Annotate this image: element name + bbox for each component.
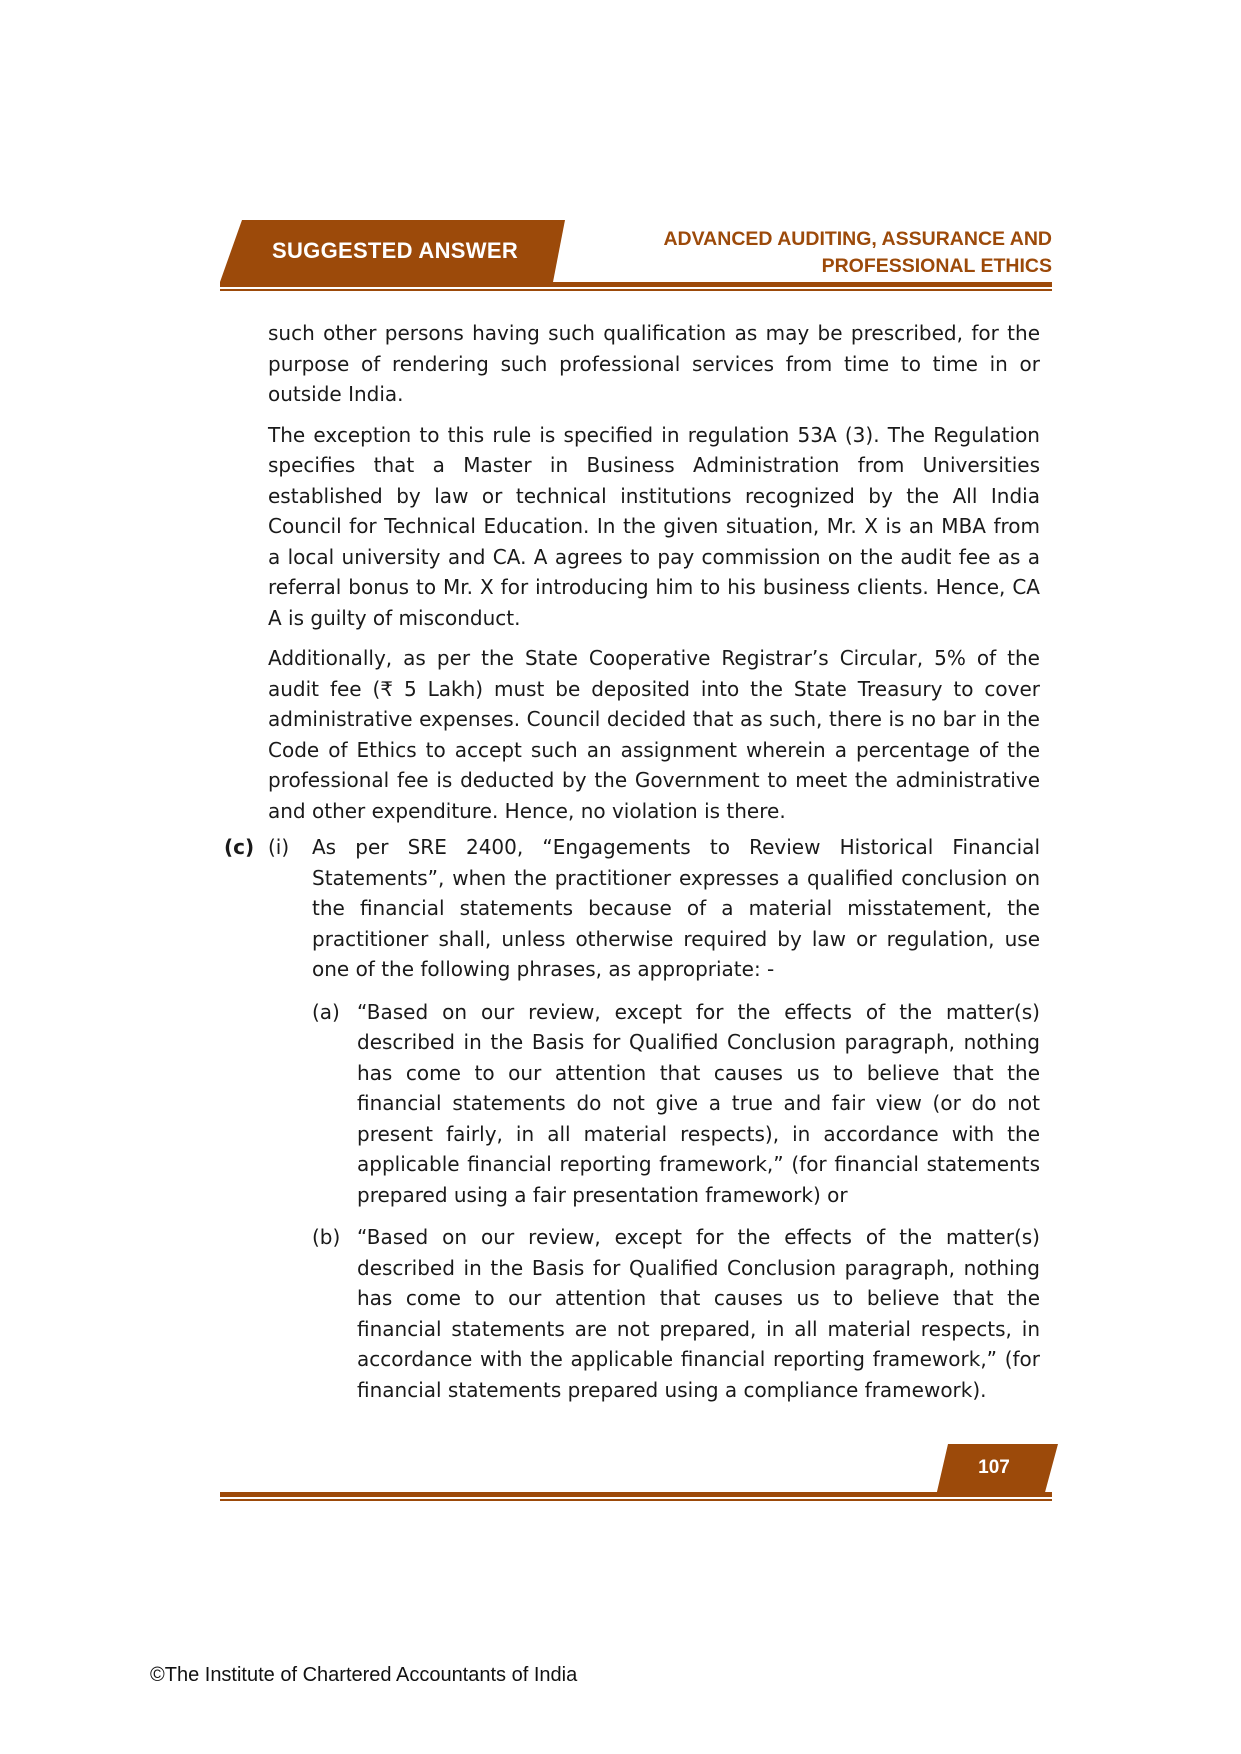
subitem-a: [312, 997, 1040, 1211]
subject-title: [592, 226, 1052, 280]
subject-title-line2: PROFESSIONAL ETHICS: [821, 255, 1052, 277]
answer-body: [268, 318, 1040, 836]
page-number: 107: [978, 1457, 1010, 1478]
page-header: [220, 220, 1052, 290]
subitem-b: [312, 1222, 1040, 1405]
subitem-b-label: (b): [312, 1225, 341, 1249]
subitem-a-text: “Based on our review, except for the effects of the matter(s) described in the Basis for Qualified Conclusion paragraph, nothing has come to our attention that causes us to believe that the financial statements do not give a true and fair view (or do not present fairly, in all material respects), in accordance with the applicable financial reporting framework,” (for financial statements prepared using a fair presentation framework) or: [357, 999, 1040, 1207]
item-i-label: (i): [268, 835, 290, 859]
header-tab-label: SUGGESTED ANSWER: [272, 238, 519, 263]
item-c-label: (c): [224, 835, 255, 859]
page-number-tab: [936, 1444, 1058, 1496]
subitem-b-text: “Based on our review, except for the effects of the matter(s) described in the Basis for Qualified Conclusion paragraph, nothing has come to our attention that causes us to believe that the financial statements are not prepared, in all material respects, in accordance with the applicable financial reporting framework,” (for financial statements prepared using a compliance framework).: [357, 1225, 1040, 1402]
footer-rule-thin: [220, 1499, 1052, 1501]
item-i-text: As per SRE 2400, “Engagements to Review Historical Financial Statements”, when the practitioner expresses a qualified conclusion on the financial statements because of a material misstatement, the practitioner shall, unless otherwise required by law or regulation, use one of the following phrases, as appropriate: -: [312, 835, 1040, 981]
suggested-answer-tab: [220, 220, 565, 282]
paragraph-1: such other persons having such qualification as may be prescribed, for the purpose of rendering such professional services from time to time in or outside India.: [268, 321, 1040, 406]
paragraph-3: Additionally, as per the State Cooperative Registrar’s Circular, 5% of the audit fee (₹ 5 Lakh) must be deposited into the State Treasury to cover administrative expenses. Council decided that as such, there is no bar in the Code of Ethics to accept such an assignment wherein a percentage of the professional fee is deducted by the Government to meet the administrative and other expenditure. Hence, no violation is there.: [268, 646, 1040, 823]
header-rule-thin: [220, 289, 1052, 291]
footer-rule: [220, 1492, 1052, 1497]
subitem-a-label: (a): [312, 999, 340, 1024]
paragraph-2: The exception to this rule is specified in regulation 53A (3). The Regulation specifies that a Master in Business Administration from Universities established by law or technical institutions recognized by the All India Council for Technical Education. In the given situation, Mr. X is an MBA from a local university and CA. A agrees to pay commission on the audit fee as a referral bonus to Mr. X for introducing him to his business clients. Hence, CA A is guilty of misconduct.: [268, 422, 1040, 630]
answer-item-c: [220, 832, 1040, 1405]
subject-title-line1: ADVANCED AUDITING, ASSURANCE AND: [663, 228, 1052, 250]
copyright-notice: ©The Institute of Chartered Accountants of India: [150, 1664, 578, 1686]
header-rule: [220, 282, 1052, 287]
